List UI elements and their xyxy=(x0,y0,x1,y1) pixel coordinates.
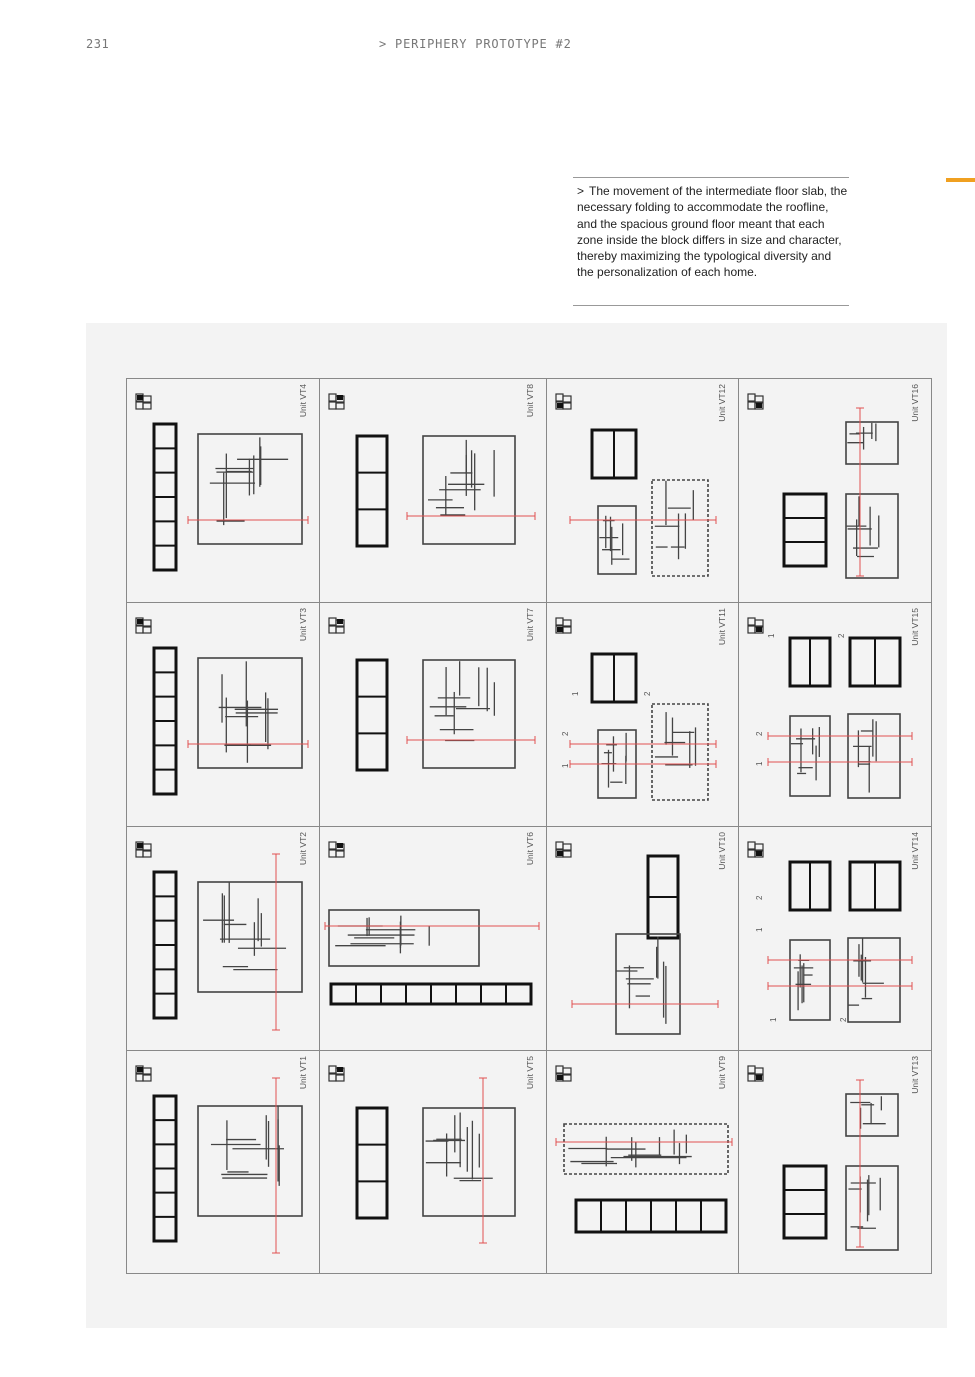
unit-label-vt5: Unit VT5 xyxy=(525,1056,535,1090)
block-key-highlight xyxy=(137,395,143,400)
level-marker: 1 xyxy=(755,927,764,932)
floor-plan-outline xyxy=(846,494,898,578)
unit-label-vt13: Unit VT13 xyxy=(910,1056,920,1094)
block-key-icon xyxy=(329,618,336,625)
block-key-icon xyxy=(336,1075,344,1081)
block-key-icon xyxy=(563,627,571,633)
floor-plan-outline xyxy=(423,1108,515,1216)
block-key-icon xyxy=(143,1075,151,1081)
block-key-icon xyxy=(329,842,336,849)
level-marker: 2 xyxy=(839,1017,848,1022)
block-key-icon xyxy=(563,1075,571,1081)
building-section xyxy=(357,660,387,770)
level-marker: 2 xyxy=(561,731,570,736)
building-section xyxy=(357,436,387,546)
block-key-highlight xyxy=(756,851,762,856)
building-section xyxy=(357,1108,387,1218)
floor-plan-outline xyxy=(846,1166,898,1250)
block-key-icon xyxy=(755,1068,763,1074)
block-key-highlight xyxy=(557,1075,563,1080)
block-key-highlight xyxy=(137,843,143,848)
block-key-icon xyxy=(556,394,563,401)
block-key-icon xyxy=(755,396,763,402)
block-key-highlight xyxy=(756,403,762,408)
caption-paragraph xyxy=(577,183,849,281)
level-marker: 1 xyxy=(769,1017,778,1022)
unit-label-vt4: Unit VT4 xyxy=(298,384,308,418)
floor-plan-outline xyxy=(598,506,636,574)
floor-plan-outline xyxy=(790,716,830,796)
floor-plan-outline xyxy=(848,714,900,798)
unit-label-vt9: Unit VT9 xyxy=(717,1056,727,1090)
block-key-icon xyxy=(136,1074,143,1081)
block-key-icon xyxy=(563,1068,571,1074)
block-key-icon xyxy=(556,1066,563,1073)
caption-arrow: > xyxy=(577,184,585,198)
unit-label-vt2: Unit VT2 xyxy=(298,832,308,866)
unit-label-vt16: Unit VT16 xyxy=(910,384,920,422)
unit-label-vt1: Unit VT1 xyxy=(298,1056,308,1090)
block-key-icon xyxy=(748,402,755,409)
block-key-icon xyxy=(556,842,563,849)
block-key-icon xyxy=(748,1074,755,1081)
block-key-icon xyxy=(136,850,143,857)
block-key-icon xyxy=(329,626,336,633)
level-marker: 2 xyxy=(837,633,846,638)
block-key-icon xyxy=(563,403,571,409)
floor-plan-outline xyxy=(198,882,302,992)
block-key-icon xyxy=(136,626,143,633)
unit-label-vt8: Unit VT8 xyxy=(525,384,535,418)
block-key-highlight xyxy=(137,619,143,624)
block-key-icon xyxy=(748,842,755,849)
block-key-icon xyxy=(563,851,571,857)
unit-label-vt3: Unit VT3 xyxy=(298,608,308,642)
block-key-highlight xyxy=(557,851,563,856)
unit-label-vt11: Unit VT11 xyxy=(717,608,727,646)
block-key-highlight xyxy=(137,1067,143,1072)
floor-plan-outline xyxy=(846,1094,898,1136)
block-key-icon xyxy=(329,402,336,409)
block-key-icon xyxy=(143,844,151,850)
floor-plan-outline xyxy=(652,480,708,576)
block-key-icon xyxy=(143,403,151,409)
running-header: > PERIPHERY PROTOTYPE #2 xyxy=(379,37,572,51)
unit-label-vt12: Unit VT12 xyxy=(717,384,727,422)
unit-label-vt7: Unit VT7 xyxy=(525,608,535,642)
unit-label-vt6: Unit VT6 xyxy=(525,832,535,866)
block-key-icon xyxy=(563,844,571,850)
block-key-icon xyxy=(748,850,755,857)
floor-plan-outline xyxy=(848,938,900,1022)
block-key-icon xyxy=(336,851,344,857)
block-key-icon xyxy=(143,1068,151,1074)
block-key-icon xyxy=(563,396,571,402)
page-number: 231 xyxy=(86,37,110,51)
floor-plan-drawings xyxy=(126,378,932,1274)
block-key-icon xyxy=(143,627,151,633)
block-key-icon xyxy=(336,403,344,409)
level-marker: 1 xyxy=(755,761,764,766)
level-marker: 1 xyxy=(571,691,580,696)
caption-text: The movement of the intermediate floor slab, the necessary folding to accommodate the roofline, and the spacious ground floor meant that each zone inside the block differs in size and character, thereby maximizing the typological diversity and the personalization of each home. xyxy=(577,184,848,280)
block-key-icon xyxy=(563,620,571,626)
block-key-icon xyxy=(143,396,151,402)
block-key-icon xyxy=(143,851,151,857)
level-marker: 2 xyxy=(755,731,764,736)
block-key-highlight xyxy=(756,1075,762,1080)
section-edge-tab xyxy=(946,178,975,182)
level-marker: 2 xyxy=(643,691,652,696)
block-key-icon xyxy=(748,394,755,401)
unit-plan-grid xyxy=(126,378,932,1274)
block-key-highlight xyxy=(557,627,563,632)
unit-label-vt14: Unit VT14 xyxy=(910,832,920,870)
block-key-icon xyxy=(755,844,763,850)
block-key-icon xyxy=(329,850,336,857)
building-section xyxy=(784,1166,826,1238)
floor-plan-outline xyxy=(652,704,708,800)
block-key-icon xyxy=(748,626,755,633)
unit-label-vt15: Unit VT15 xyxy=(910,608,920,646)
building-section xyxy=(784,494,826,566)
block-key-icon xyxy=(748,618,755,625)
block-key-icon xyxy=(329,394,336,401)
block-key-icon xyxy=(755,620,763,626)
block-key-highlight xyxy=(337,843,343,848)
block-key-icon xyxy=(336,627,344,633)
block-key-icon xyxy=(556,618,563,625)
block-key-highlight xyxy=(337,619,343,624)
floor-plan-outline xyxy=(198,1106,302,1216)
level-marker: 1 xyxy=(767,633,776,638)
floor-plan-outline xyxy=(329,910,479,966)
floor-plan-outline xyxy=(423,660,515,768)
block-key-highlight xyxy=(337,1067,343,1072)
block-key-icon xyxy=(329,1066,336,1073)
block-key-icon xyxy=(748,1066,755,1073)
block-key-icon xyxy=(136,402,143,409)
block-key-highlight xyxy=(756,627,762,632)
block-key-icon xyxy=(143,620,151,626)
level-marker: 2 xyxy=(755,895,764,900)
block-key-highlight xyxy=(557,403,563,408)
unit-label-vt10: Unit VT10 xyxy=(717,832,727,870)
floor-plan-outline xyxy=(790,940,830,1020)
level-marker: 1 xyxy=(561,763,570,768)
block-key-icon xyxy=(329,1074,336,1081)
block-key-highlight xyxy=(337,395,343,400)
caption-block xyxy=(573,177,849,306)
